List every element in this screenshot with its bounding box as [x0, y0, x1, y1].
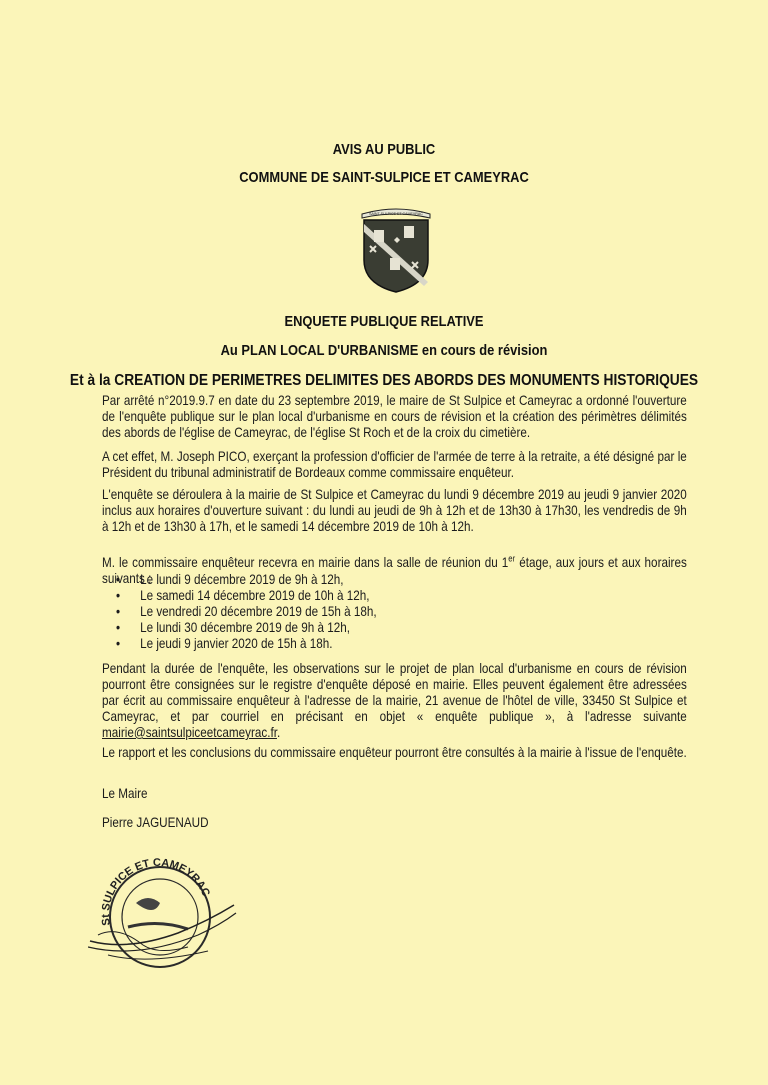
- subject-line-3: Et à la CREATION DE PERIMETRES DELIMITES DES ABORDS DES MONUMENTS HISTORIQUES: [69, 372, 699, 389]
- mairie-stamp-icon: [88, 855, 238, 970]
- list-item: • Le jeudi 9 janvier 2020 de 15h à 18h.: [116, 636, 377, 652]
- paragraph-rapport: Le rapport et les conclusions du commissaire enquêteur pourront être consultés à la mairie à l'issue de l'enquête.: [102, 745, 687, 760]
- permanences-text-end: étage, aux jours et aux horaires suivants :: [102, 555, 687, 586]
- subject-line-1: ENQUETE PUBLIQUE RELATIVE: [284, 313, 484, 330]
- list-item: • Le lundi 9 décembre 2019 de 9h à 12h,: [116, 572, 377, 588]
- signatory-title: Le Maire: [102, 786, 148, 801]
- stamp-text: St SULPICE ET CAMEYRAC: [99, 856, 212, 927]
- notice-title: AVIS AU PUBLIC: [332, 141, 436, 158]
- floor-superscript: er: [508, 553, 516, 564]
- sessions-list: [116, 572, 377, 652]
- signatory-name: Pierre JAGUENAUD: [102, 815, 209, 830]
- commune-name: COMMUNE DE SAINT-SULPICE ET CAMEYRAC: [239, 169, 529, 186]
- subject-line-2: Au PLAN LOCAL D'URBANISME en cours de révision: [220, 342, 548, 359]
- paragraph-commissaire: A cet effet, M. Joseph PICO, exerçant la profession d'officier de l'armée de terre à la retraite, a été désigné par le Président du tribunal administratif de Bordeaux comme commissaire enquêteur.: [102, 449, 687, 480]
- paragraph-arrete: Par arrêté n°2019.9.7 en date du 23 septembre 2019, le maire de St Sulpice et Cameyrac a ordonné l'ouverture de l'enquête publique sur le plan local d'urbanisme en cours de révision et la création des périmètres délimités des abords de l'église de Cameyrac, de l'église St Roch et de la croix du cimetière.: [102, 393, 687, 440]
- permanences-text-start: M. le commissaire enquêteur recevra en mairie dans la salle de réunion du 1: [102, 555, 509, 570]
- observations-end: .: [276, 725, 281, 740]
- paragraph-dates: L'enquête se déroulera à la mairie de St Sulpice et Cameyrac du lundi 9 décembre 2019 au jeudi 9 janvier 2020 inclus aux horaires d'ouverture suivant : du lundi au jeudi de 9h à 12h et de 13h30 à 17h30, les vendredis de 9h à 12h et de 13h30 à 17h, et le samedi 14 décembre 2019 de 10h à 12h.: [102, 487, 687, 534]
- observations-text: Pendant la durée de l'enquête, les observations sur le projet de plan local d'urbanisme en cours de révision pourront être consignées sur le registre d'enquête déposé en mairie. Elles peuvent également être adressées par écrit au commissaire enquêteur à l'adresse de la mairie, 21 avenue de l'hôtel de ville, 33450 St Sulpice et Cameyrac, et par courriel en précisant en objet « enquête publique », à l'adresse suivante: [102, 661, 687, 724]
- list-item: • Le samedi 14 décembre 2019 de 10h à 12h,: [116, 588, 377, 604]
- crest-banner-text: SAINT SULPICE ET CAMEYRAC: [369, 212, 423, 216]
- paragraph-observations: [102, 661, 687, 741]
- svg-text:St SULPICE ET CAMEYRAC: [100, 857, 212, 926]
- list-item: • Le lundi 30 décembre 2019 de 9h à 12h,: [116, 620, 377, 636]
- list-item: • Le vendredi 20 décembre 2019 de 15h à 18h,: [116, 604, 377, 620]
- coat-of-arms-icon: [356, 202, 436, 294]
- email-link[interactable]: mairie@saintsulpiceetcameyrac.fr: [102, 725, 277, 740]
